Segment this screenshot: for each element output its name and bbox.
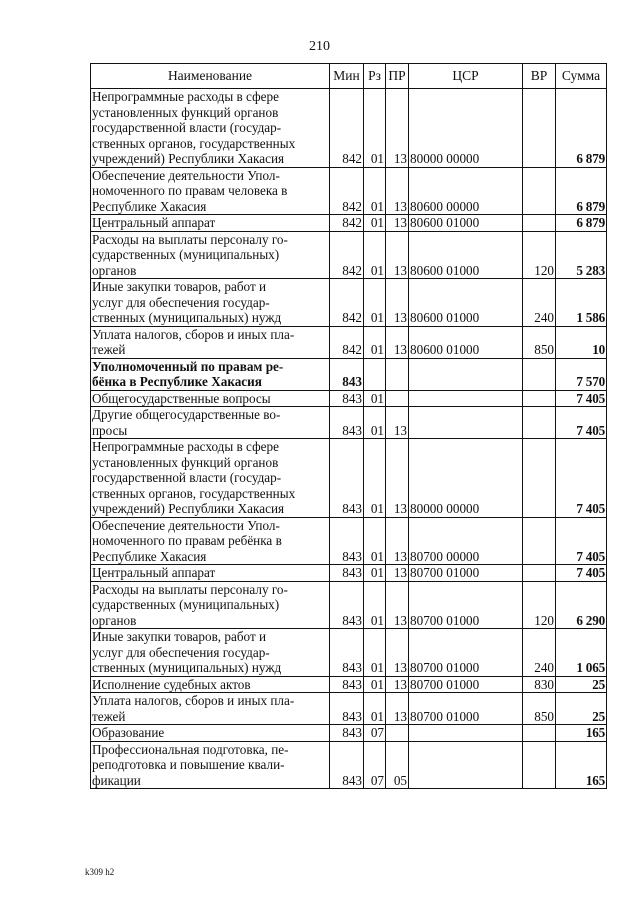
table-row	[91, 693, 607, 725]
row-rz-cell: 01	[364, 231, 386, 279]
table-row	[91, 231, 607, 279]
row-name-cell: Обеспечение деятельности Упол- номоченного по правам ребёнка в Республике Хакасия	[91, 517, 330, 565]
table-row	[91, 279, 607, 327]
row-pr-cell	[386, 725, 409, 742]
row-rz-cell: 01	[364, 407, 386, 439]
table-row	[91, 676, 607, 693]
table-row	[91, 725, 607, 742]
header-rz: Рз	[364, 64, 386, 89]
row-min-cell: 843	[330, 581, 364, 629]
row-sum-cell: 7 405	[556, 517, 607, 565]
row-rz-cell: 01	[364, 326, 386, 358]
row-vr-cell	[523, 358, 556, 390]
row-sum-cell: 7 405	[556, 407, 607, 439]
row-pr-cell: 13	[386, 407, 409, 439]
row-csr-cell: 80000 00000	[409, 89, 523, 168]
row-sum-cell: 5 283	[556, 231, 607, 279]
row-rz-cell: 01	[364, 629, 386, 677]
row-min-cell: 842	[330, 326, 364, 358]
row-pr-cell: 13	[386, 89, 409, 168]
row-vr-cell	[523, 390, 556, 407]
row-pr-cell	[386, 358, 409, 390]
row-csr-cell	[409, 725, 523, 742]
row-rz-cell: 01	[364, 693, 386, 725]
table-body	[91, 89, 607, 789]
row-rz-cell: 01	[364, 167, 386, 215]
row-pr-cell: 13	[386, 676, 409, 693]
row-vr-cell: 120	[523, 581, 556, 629]
row-pr-cell	[386, 390, 409, 407]
row-min-cell: 843	[330, 358, 364, 390]
row-name-cell: Обеспечение деятельности Упол- номоченного по правам человека в Республике Хакасия	[91, 167, 330, 215]
row-name-cell: Непрограммные расходы в сфере установленных функций органов государственной власти (государ- ственных органов, государственных учреждений) Республики Хакасия	[91, 439, 330, 518]
row-pr-cell: 13	[386, 231, 409, 279]
row-pr-cell: 13	[386, 439, 409, 518]
footer-code: k309 h2	[85, 867, 115, 877]
row-sum-cell: 1 586	[556, 279, 607, 327]
table-row	[91, 215, 607, 232]
row-sum-cell: 165	[556, 725, 607, 742]
header-name: Наименование	[91, 64, 330, 89]
row-vr-cell	[523, 741, 556, 789]
table-row	[91, 407, 607, 439]
row-name-cell: Уплата налогов, сборов и иных пла- тежей	[91, 693, 330, 725]
row-csr-cell: 80700 01000	[409, 693, 523, 725]
row-sum-cell: 6 290	[556, 581, 607, 629]
row-vr-cell: 240	[523, 279, 556, 327]
header-sum: Сумма	[556, 64, 607, 89]
row-vr-cell	[523, 565, 556, 582]
row-name-cell: Профессиональная подготовка, пе- реподготовка и повышение квали- фикации	[91, 741, 330, 789]
row-csr-cell: 80700 01000	[409, 676, 523, 693]
row-pr-cell: 13	[386, 279, 409, 327]
row-rz-cell: 01	[364, 676, 386, 693]
row-vr-cell: 850	[523, 693, 556, 725]
row-csr-cell	[409, 358, 523, 390]
row-csr-cell: 80700 01000	[409, 565, 523, 582]
row-min-cell: 842	[330, 279, 364, 327]
row-sum-cell: 165	[556, 741, 607, 789]
row-pr-cell: 13	[386, 215, 409, 232]
row-vr-cell	[523, 407, 556, 439]
row-name-cell: Иные закупки товаров, работ и услуг для обеспечения государ- ственных (муниципальных) нужд	[91, 629, 330, 677]
row-min-cell: 843	[330, 390, 364, 407]
row-min-cell: 842	[330, 231, 364, 279]
row-sum-cell: 7 570	[556, 358, 607, 390]
row-name-cell: Непрограммные расходы в сфере установленных функций органов государственной власти (государ- ственных органов, государственных учреждений) Республики Хакасия	[91, 89, 330, 168]
row-name-cell: Исполнение судебных актов	[91, 676, 330, 693]
row-vr-cell: 120	[523, 231, 556, 279]
table-row	[91, 741, 607, 789]
table-row	[91, 167, 607, 215]
row-vr-cell: 850	[523, 326, 556, 358]
row-sum-cell: 7 405	[556, 439, 607, 518]
row-csr-cell: 80700 00000	[409, 517, 523, 565]
row-vr-cell: 830	[523, 676, 556, 693]
row-rz-cell: 07	[364, 725, 386, 742]
row-rz-cell: 01	[364, 215, 386, 232]
row-min-cell: 843	[330, 407, 364, 439]
row-csr-cell: 80600 01000	[409, 215, 523, 232]
row-pr-cell: 13	[386, 517, 409, 565]
row-name-cell: Общегосударственные вопросы	[91, 390, 330, 407]
row-sum-cell: 6 879	[556, 215, 607, 232]
row-name-cell: Образование	[91, 725, 330, 742]
row-min-cell: 843	[330, 693, 364, 725]
row-min-cell: 843	[330, 676, 364, 693]
row-min-cell: 842	[330, 89, 364, 168]
row-sum-cell: 6 879	[556, 167, 607, 215]
budget-table	[90, 63, 607, 789]
row-csr-cell: 80700 01000	[409, 629, 523, 677]
row-pr-cell: 13	[386, 693, 409, 725]
table-row	[91, 629, 607, 677]
row-rz-cell	[364, 358, 386, 390]
table-row	[91, 358, 607, 390]
row-name-cell: Центральный аппарат	[91, 565, 330, 582]
row-min-cell: 843	[330, 439, 364, 518]
row-sum-cell: 25	[556, 693, 607, 725]
table-row	[91, 326, 607, 358]
row-name-cell: Расходы на выплаты персоналу го- сударственных (муниципальных) органов	[91, 231, 330, 279]
row-vr-cell	[523, 167, 556, 215]
table-row	[91, 89, 607, 168]
row-pr-cell: 13	[386, 326, 409, 358]
row-min-cell: 842	[330, 167, 364, 215]
header-min: Мин	[330, 64, 364, 89]
table-header-row	[91, 64, 607, 89]
row-pr-cell: 13	[386, 167, 409, 215]
row-min-cell: 843	[330, 517, 364, 565]
row-pr-cell: 13	[386, 629, 409, 677]
row-vr-cell	[523, 215, 556, 232]
row-vr-cell	[523, 725, 556, 742]
row-sum-cell: 10	[556, 326, 607, 358]
row-vr-cell	[523, 439, 556, 518]
row-name-cell: Центральный аппарат	[91, 215, 330, 232]
row-rz-cell: 01	[364, 581, 386, 629]
row-pr-cell: 13	[386, 581, 409, 629]
row-csr-cell	[409, 741, 523, 789]
row-csr-cell: 80600 01000	[409, 279, 523, 327]
row-sum-cell: 25	[556, 676, 607, 693]
row-pr-cell: 13	[386, 565, 409, 582]
row-min-cell: 843	[330, 741, 364, 789]
header-csr: ЦСР	[409, 64, 523, 89]
row-rz-cell: 01	[364, 89, 386, 168]
table-row	[91, 565, 607, 582]
row-sum-cell: 6 879	[556, 89, 607, 168]
row-vr-cell	[523, 517, 556, 565]
row-vr-cell: 240	[523, 629, 556, 677]
header-vr: ВР	[523, 64, 556, 89]
row-csr-cell: 80600 01000	[409, 326, 523, 358]
row-rz-cell: 01	[364, 565, 386, 582]
row-name-cell: Расходы на выплаты персоналу го- сударственных (муниципальных) органов	[91, 581, 330, 629]
row-sum-cell: 7 405	[556, 565, 607, 582]
row-csr-cell: 80700 01000	[409, 581, 523, 629]
row-csr-cell: 80600 00000	[409, 167, 523, 215]
table-row	[91, 390, 607, 407]
row-min-cell: 843	[330, 725, 364, 742]
row-csr-cell: 80000 00000	[409, 439, 523, 518]
row-rz-cell: 01	[364, 517, 386, 565]
row-pr-cell: 05	[386, 741, 409, 789]
row-csr-cell	[409, 390, 523, 407]
row-name-cell: Уплата налогов, сборов и иных пла- тежей	[91, 326, 330, 358]
row-min-cell: 843	[330, 565, 364, 582]
row-rz-cell: 01	[364, 439, 386, 518]
table-row	[91, 439, 607, 518]
row-sum-cell: 1 065	[556, 629, 607, 677]
row-name-cell: Другие общегосударственные во- просы	[91, 407, 330, 439]
row-name-cell: Уполномоченный по правам ре- бёнка в Республике Хакасия	[91, 358, 330, 390]
row-rz-cell: 01	[364, 390, 386, 407]
row-rz-cell: 07	[364, 741, 386, 789]
page-number: 210	[309, 39, 330, 54]
row-csr-cell	[409, 407, 523, 439]
row-min-cell: 842	[330, 215, 364, 232]
row-csr-cell: 80600 01000	[409, 231, 523, 279]
row-rz-cell: 01	[364, 279, 386, 327]
header-pr: ПР	[386, 64, 409, 89]
row-name-cell: Иные закупки товаров, работ и услуг для обеспечения государ- ственных (муниципальных) нужд	[91, 279, 330, 327]
table-row	[91, 517, 607, 565]
row-vr-cell	[523, 89, 556, 168]
row-sum-cell: 7 405	[556, 390, 607, 407]
table-row	[91, 581, 607, 629]
row-min-cell: 843	[330, 629, 364, 677]
